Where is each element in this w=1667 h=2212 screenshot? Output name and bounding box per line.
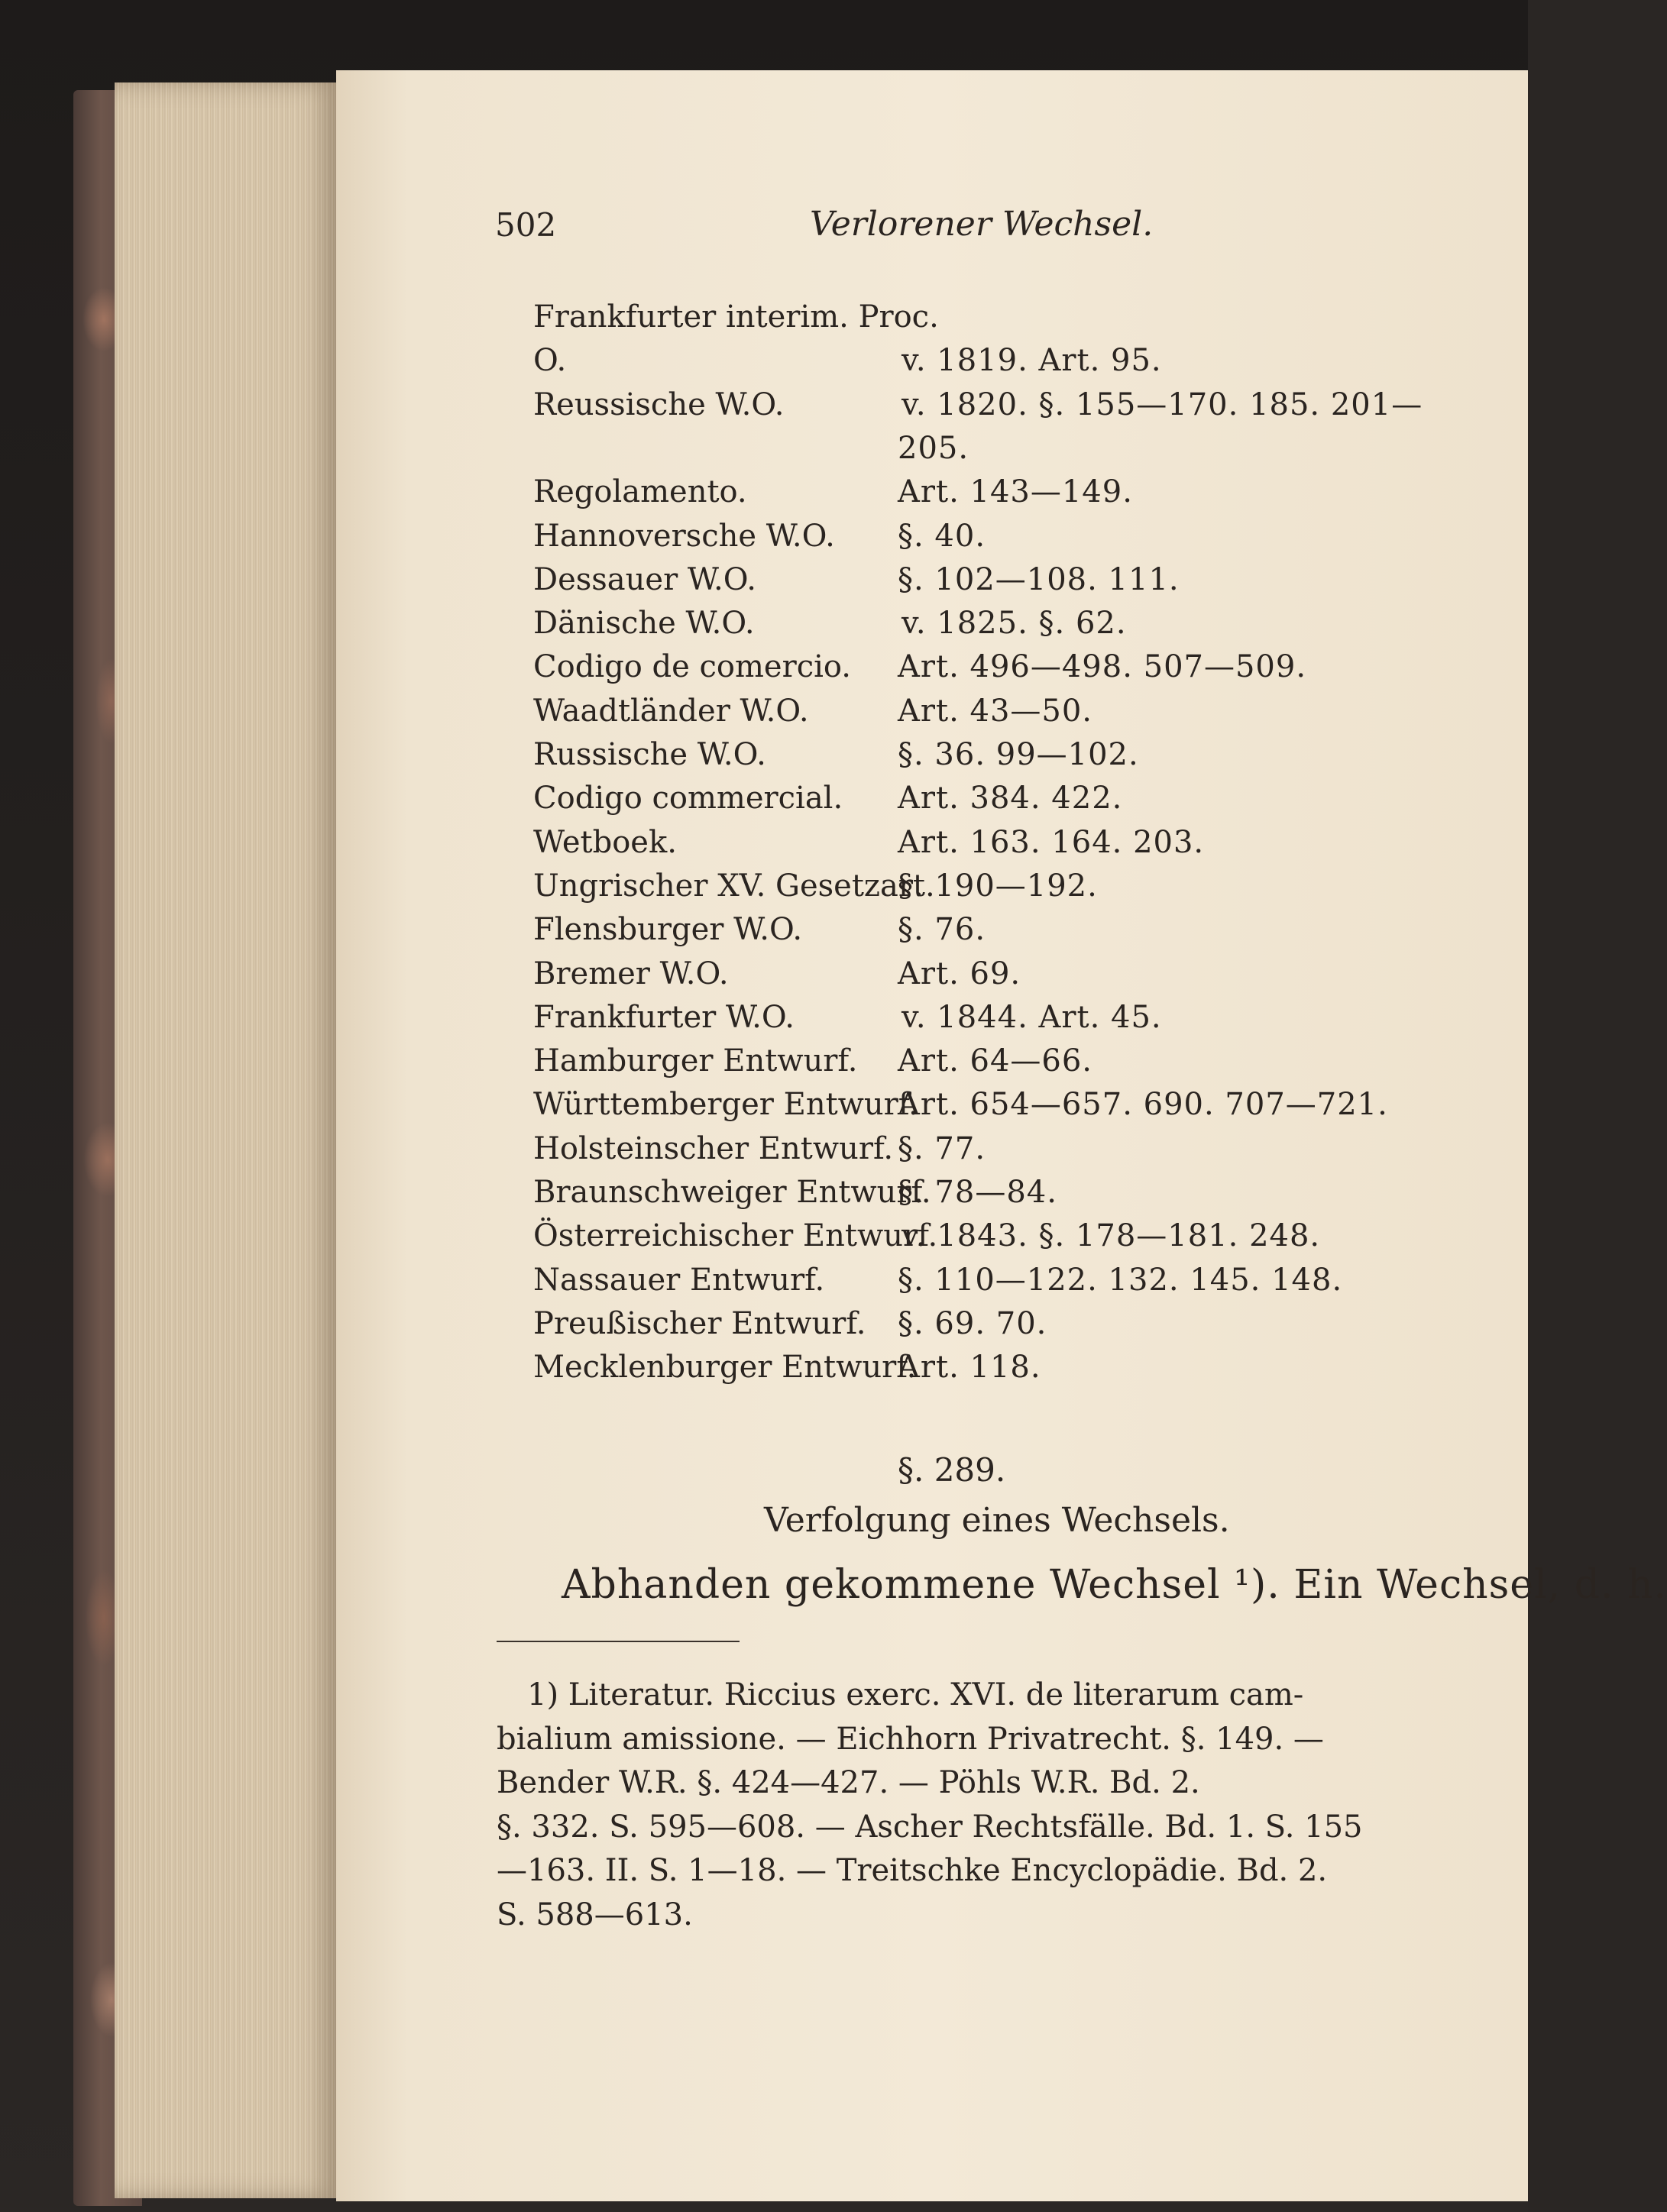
entry-reference: v. 1843. §. 178—181. 248. [901,1218,1321,1254]
footnote-line: bialium amissione. — Eichhorn Privatrecht. §. 149. — [497,1721,1324,1757]
entry-reference: Art. 118. [898,1350,1041,1386]
entry-label: O. [533,343,567,379]
entry-reference: §. 78—84. [898,1175,1057,1210]
entry-label: Wetboek. [533,824,677,860]
entry-reference: v. 1820. §. 155—170. 185. 201— [901,386,1423,422]
list-item [0,956,1528,999]
entry-label: Dänische W.O. [533,606,755,642]
list-item [0,1218,1528,1261]
section-title: Verfolgung eines Wechsels. [764,1501,1230,1540]
list-item [0,1263,1528,1305]
entry-reference: §. 77. [898,1130,986,1166]
entry-label: Preußischer Entwurf. [533,1305,866,1341]
list-item [0,825,1528,868]
entry-label: Nassauer Entwurf. [533,1262,825,1298]
list-item [0,343,1528,386]
list-item [0,1350,1528,1392]
entry-label: Ungrischer XV. Gesetzart. [533,868,935,904]
entry-label: Württemberger Entwurf. [533,1087,918,1123]
list-item [0,1131,1528,1174]
entry-label: Holsteinscher Entwurf. [533,1130,894,1166]
list-item [0,1306,1528,1349]
entry-label: Waadtländer W.O. [533,693,809,729]
list-item [0,562,1528,605]
entry-label: Dessauer W.O. [533,561,756,597]
list-item [0,606,1528,648]
entry-reference: §. 36. 99—102. [898,737,1139,772]
entry-label: Braunschweiger Entwurf. [533,1175,931,1210]
list-item [0,737,1528,780]
entry-label: Russische W.O. [533,737,766,772]
list-item [0,781,1528,823]
list-item [0,912,1528,955]
footnote-line: S. 588—613. [497,1897,693,1932]
list-item [0,1087,1528,1130]
list-item [0,387,1528,430]
entry-reference: Art. 654—657. 690. 707—721. [898,1087,1388,1123]
list-item [0,474,1528,517]
list-item [0,519,1528,561]
entry-reference: Art. 43—50. [898,693,1093,729]
entry-label: Codigo de comercio. [533,649,851,685]
footnote-line: Bender W.R. §. 424—427. — Pöhls W.R. Bd. 2. [497,1765,1200,1800]
entry-label: Bremer W.O. [533,956,729,991]
list-item [0,1043,1528,1086]
entry-label: Frankfurter W.O. [533,999,795,1035]
entry-reference: §. 40. [898,518,986,554]
entry-reference: v. 1825. §. 62. [901,606,1127,642]
entry-reference: §. 190—192. [898,868,1098,904]
list-item [0,868,1528,911]
list-item [0,694,1528,736]
entry-label: Regolamento. [533,474,747,510]
entry-reference: §. 69. 70. [898,1305,1047,1341]
footnote-line: —163. II. S. 1—18. — Treitschke Encyclopädie. Bd. 2. [497,1853,1328,1888]
entry-reference: Art. 64—66. [898,1043,1093,1079]
entry-reference: 205. [898,430,969,466]
entry-label: Mecklenburger Entwurf. [533,1350,917,1386]
entry-label: Flensburger W.O. [533,912,803,948]
section-number: §. 289. [898,1451,1006,1489]
entry-label: Österreichischer Entwurf. [533,1218,938,1254]
page-number: 502 [495,206,557,244]
entry-label: Frankfurter interim. Proc. [533,299,939,335]
entry-label: Reussische W.O. [533,386,785,422]
list-item [0,1175,1528,1218]
footnote-line: 1) Literatur. Riccius exerc. XVI. de literarum cam- [527,1677,1304,1712]
entry-reference: v. 1819. Art. 95. [901,343,1162,379]
entry-reference: §. 102—108. 111. [898,561,1180,597]
entry-reference: Art. 496—498. 507—509. [898,649,1307,685]
list-item [0,431,1528,474]
list-item [0,299,1528,342]
entry-reference: Art. 69. [898,956,1021,991]
footnote-rule [497,1641,740,1642]
entry-reference: Art. 384. 422. [898,781,1123,817]
running-head: Verlorener Wechsel. [810,205,1154,244]
entry-reference: Art. 163. 164. 203. [898,824,1205,860]
list-item [0,1000,1528,1043]
entry-reference: §. 110—122. 132. 145. 148. [898,1262,1343,1298]
footnote-line: §. 332. S. 595—608. — Ascher Rechtsfälle. Bd. 1. S. 155 [497,1809,1363,1845]
body-text: Abhanden gekommene Wechsel ¹). Ein Wechsel, d. h. [562,1562,1667,1608]
entry-label: Hamburger Entwurf. [533,1043,858,1079]
entry-label: Codigo commercial. [533,781,843,817]
entry-reference: Art. 143—149. [898,474,1133,510]
entry-reference: §. 76. [898,912,986,948]
list-item [0,649,1528,692]
entry-reference: v. 1844. Art. 45. [901,999,1162,1035]
entry-label: Hannoversche W.O. [533,518,835,554]
